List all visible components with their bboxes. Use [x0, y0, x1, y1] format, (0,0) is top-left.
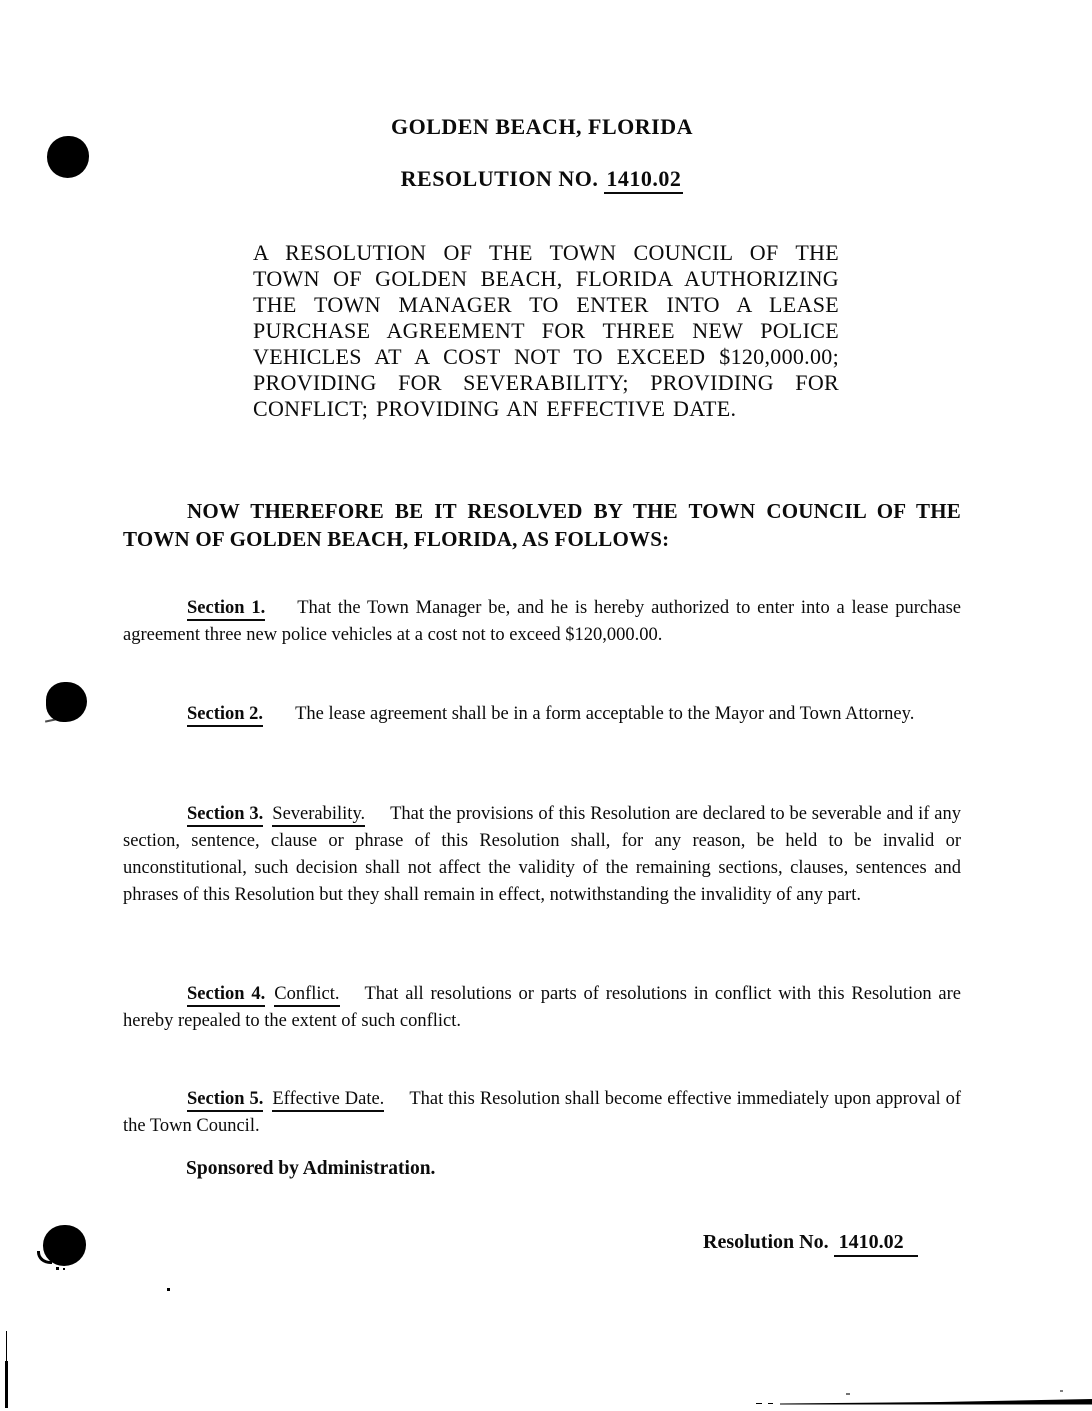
resolution-title-paragraph: A RESOLUTION OF THE TOWN COUNCIL OF THE TOWN OF GOLDEN BEACH, FLORIDA AUTHORIZING THE TOWN MANAGER TO ENTER INTO A LEASE PURCHASE AGREEMENT FOR THREE NEW POLICE VEHICLES AT A COST NOT TO EXCEED $120,000.00; PROVIDING FOR SEVERABILITY; PROVIDING FOR CONFLICT; PROVIDING AN EFFECTIVE DATE. [253, 240, 839, 421]
scan-edge-line-vertical [6, 1331, 7, 1363]
resolved-clause: NOW THEREFORE BE IT RESOLVED BY THE TOWN COUNCIL OF THE TOWN OF GOLDEN BEACH, FLORIDA, AS FOLLOWS: [123, 499, 961, 551]
section-2 [123, 701, 961, 728]
section-3-label: Section 3. [187, 804, 263, 827]
hole-punch-mark-top [47, 136, 89, 178]
hole-punch-mark-middle [46, 682, 87, 722]
document-location-heading: GOLDEN BEACH, FLORIDA [390, 114, 694, 139]
scan-edge-line-vertical [5, 1361, 8, 1408]
section-4-title: Conflict. [274, 984, 339, 1007]
footer-resolution-value: 1410.02 [834, 1231, 918, 1257]
hole-punch-mark-bottom [43, 1225, 86, 1266]
section-4 [123, 981, 961, 1035]
footer-resolution-label: Resolution No. [703, 1231, 829, 1253]
section-2-body: The lease agreement shall be in a form acceptable to the Mayor and Town Attorney. [295, 704, 915, 724]
section-3 [123, 801, 961, 909]
section-4-label: Section 4. [187, 984, 265, 1007]
scan-speck [63, 1268, 65, 1270]
section-2-label: Section 2. [187, 704, 263, 727]
section-1 [123, 595, 961, 649]
resolution-number-label: RESOLUTION NO. [400, 166, 599, 191]
scan-speck [1060, 1390, 1063, 1392]
section-5-label: Section 5. [187, 1089, 263, 1112]
section-3-title: Severability. [272, 804, 365, 827]
section-1-label: Section 1. [187, 598, 265, 621]
document-content [123, 0, 961, 1411]
section-5-body: That this Resolution shall become effective immediately upon approval of the Town Council. [123, 1089, 961, 1136]
section-5-title: Effective Date. [272, 1089, 384, 1112]
scan-speck [56, 1267, 59, 1270]
section-3-body: That the provisions of this Resolution are declared to be severable and if any section, sentence, clause or phrase of this Resolution shall, for any reason, be held to be invalid or unconstitutional, such decision shall not affect the validity of the remaining sections, clauses, sentences and phrases of this Resolution but they shall remain in effect, notwithstanding the invalidity of any part. [123, 804, 961, 905]
resolution-number-heading [123, 166, 961, 192]
section-4-body: That all resolutions or parts of resolutions in conflict with this Resolution are hereby repealed to the extent of such conflict. [123, 984, 961, 1031]
sponsor-line: Sponsored by Administration. [186, 1158, 436, 1179]
section-1-body: That the Town Manager be, and he is hereby authorized to enter into a lease purchase agreement three new police vehicles at a cost not to exceed $120,000.00. [123, 598, 961, 645]
section-5 [123, 1086, 961, 1140]
footer-resolution-number [703, 1231, 918, 1254]
resolution-number-value: 1410.02 [604, 166, 683, 194]
